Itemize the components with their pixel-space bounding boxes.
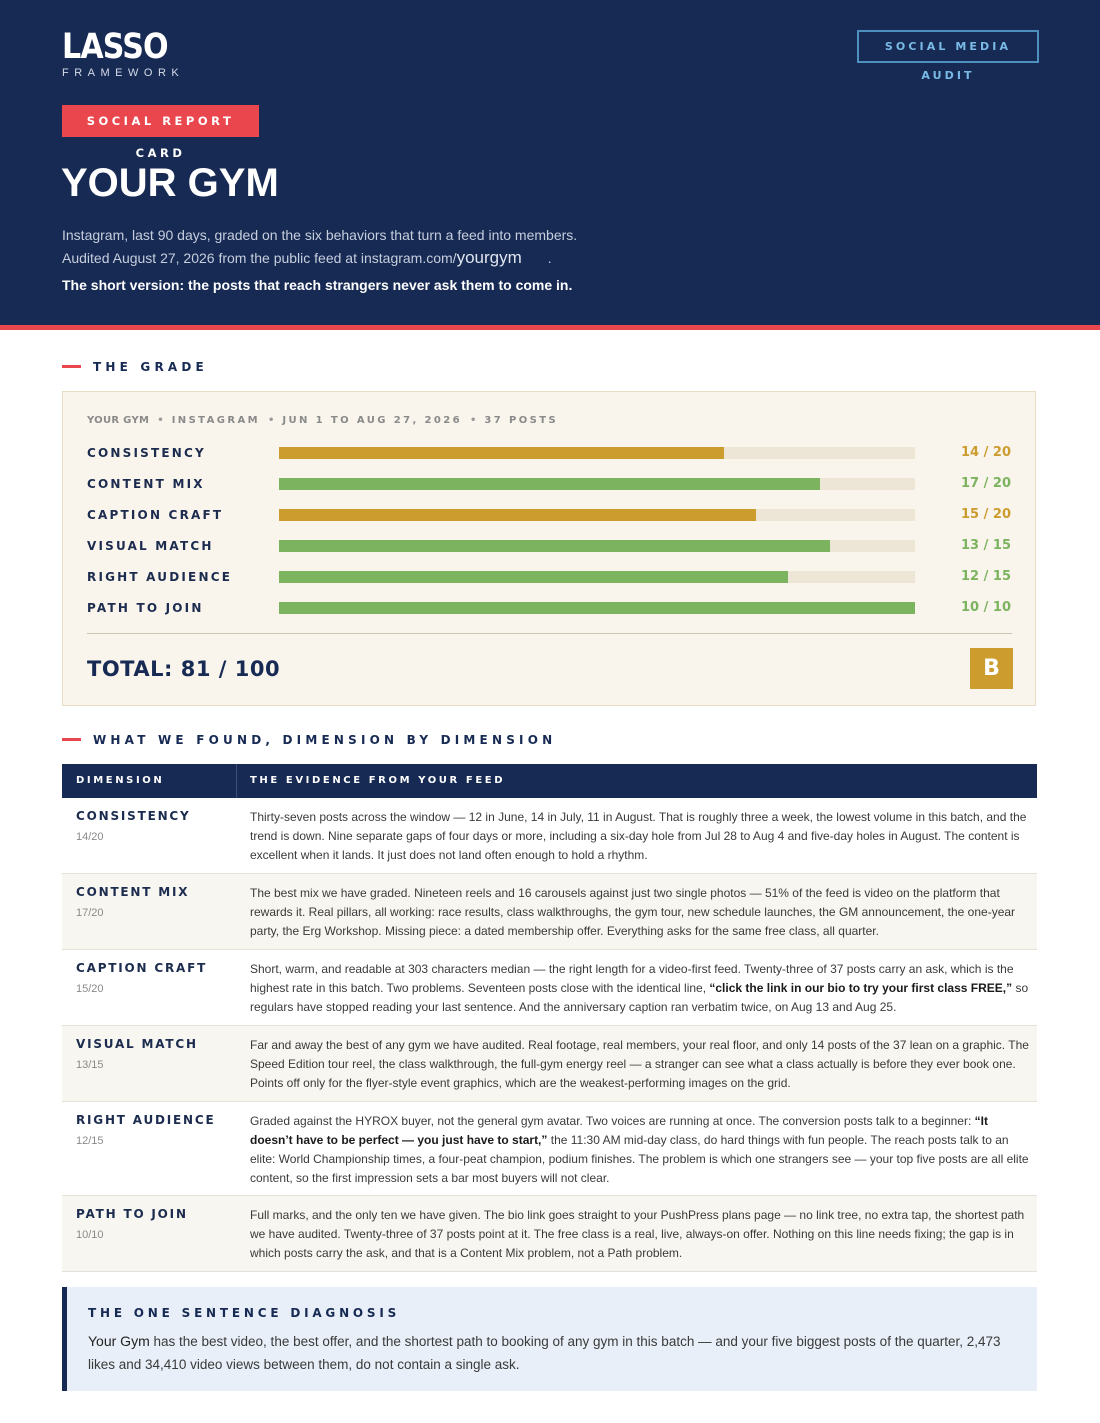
logo-wordmark: LASSO: [62, 27, 168, 67]
intro-line-2: [62, 249, 552, 267]
intro-line-2-prefix: Audited August 27, 2026 from the public feed at instagram.com/: [62, 250, 457, 266]
dimension-name: CAPTION CRAFT: [76, 961, 208, 975]
evidence-fragment: Full marks, and the only ten we have given. The bio link goes straight to your PushPress plans page — no link tree, no extra tap, the shortest path we have audited. Twenty-three of 37 posts point at it. The free class is a real, live, always-on offer. Nothing on this line needs fixing; the gap is in which posts carry the ask, and that is a Content Mix problem, not a Path problem.: [250, 1208, 1025, 1260]
table-row: [62, 1102, 1037, 1196]
grade-label: CONTENT MIX: [87, 477, 205, 491]
instagram-handle: yourgym: [456, 248, 522, 267]
grade-bar-fill: [279, 602, 915, 614]
logo-subtitle: FRAMEWORK: [62, 67, 185, 79]
grade-bar-track: [279, 571, 915, 583]
grade-divider: [87, 633, 1012, 634]
table-row: [62, 798, 1037, 874]
dimension-score: 14/20: [76, 831, 104, 843]
meta-range: JUN 1 TO AUG 27, 2026: [282, 415, 462, 426]
grade-score: 17 / 20: [961, 476, 1011, 491]
dimension-score: 12/15: [76, 1135, 104, 1147]
evidence-quote: “It doesn’t have to be perfect — you just have to start,”: [250, 1114, 988, 1147]
table-body: [62, 798, 1037, 1272]
dimension-name: CONTENT MIX: [76, 885, 190, 899]
dimension-name: VISUAL MATCH: [76, 1037, 198, 1051]
grade-bar-fill: [279, 540, 830, 552]
column-header-evidence: THE EVIDENCE FROM YOUR FEED: [250, 775, 506, 786]
column-header-dimension: DIMENSION: [76, 775, 165, 786]
intro-line-1: Instagram, last 90 days, graded on the six behaviors that turn a feed into members.: [62, 227, 578, 243]
grade-label: RIGHT AUDIENCE: [87, 570, 233, 584]
diagnosis-text: [88, 1330, 1008, 1376]
table-row: [62, 1196, 1037, 1272]
meta-gym: YOUR GYM: [87, 415, 150, 426]
letter-grade-badge: B: [970, 648, 1013, 689]
evidence-text: [250, 1112, 1030, 1188]
grade-label: PATH TO JOIN: [87, 601, 204, 615]
evidence-fragment: Short, warm, and readable at 303 characters median — the right length for a video-first feed. Twenty-three of 37 posts carry an ask, which is the highest rate in this batch. Two problems. Seventeen posts close with the identical line,: [250, 962, 1014, 995]
meta-separator: •: [469, 415, 477, 426]
evidence-fragment: Graded against the HYROX buyer, not the general gym avatar. Two voices are running at once. The conversion posts talk to a beginner:: [250, 1114, 975, 1128]
grade-bar-track: [279, 509, 915, 521]
grade-bar-track: [279, 540, 915, 552]
evidence-fragment: so regulars have stopped reading your last sentence. And the anniversary caption ran verbatim twice, on Aug 13 and Aug 25.: [250, 981, 1029, 1014]
grade-label: CONSISTENCY: [87, 446, 206, 460]
column-divider: [236, 764, 237, 798]
grade-label: CAPTION CRAFT: [87, 508, 224, 522]
evidence-fragment: Thirty-seven posts across the window — 12 in June, 14 in July, 11 in August. That is roughly three a week, the lowest volume in this batch, and the trend is down. Nine separate gaps of four days or more, including a six-day hole from Jul 28 to Aug 4 and five-day holes in August. The content is excellent when it lands. It just does not land often enough to hold a rhythm.: [250, 810, 1027, 862]
grade-score: 10 / 10: [961, 600, 1011, 615]
total-score: TOTAL: 81 / 100: [87, 657, 281, 681]
diagnosis-callout: [62, 1287, 1037, 1391]
meta-separator: •: [157, 415, 164, 426]
section-dash: [62, 365, 81, 368]
grade-bar-fill: [279, 447, 724, 459]
grade-bar-fill: [279, 509, 756, 521]
diagnosis-gym-name: Your Gym: [88, 1333, 150, 1349]
table-row: [62, 874, 1037, 950]
intro-line-2-suffix: .: [547, 250, 552, 266]
grade-score: 13 / 15: [961, 538, 1011, 553]
grade-score: 12 / 15: [961, 569, 1011, 584]
evidence-text: [250, 808, 1030, 865]
evidence-fragment: Far and away the best of any gym we have audited. Real footage, real members, your real floor, and only 14 posts of the 37 lean on a graphic. The Speed Edition tour reel, the class walkthrough, the full-gym energy reel — a stranger can see what a class actually is before they ever book one. Points off only for the flyer-style event graphics, which are the weakest-performing images on the grid.: [250, 1038, 1029, 1090]
dimension-score: 13/15: [76, 1059, 104, 1071]
summary-line: The short version: the posts that reach strangers never ask them to come in.: [62, 277, 573, 293]
page-title: YOUR GYM: [61, 161, 279, 205]
evidence-text: [250, 1036, 1030, 1093]
dimension-name: RIGHT AUDIENCE: [76, 1113, 216, 1127]
section-title: WHAT WE FOUND, DIMENSION BY DIMENSION: [93, 733, 557, 747]
dimension-score: 15/20: [76, 983, 104, 995]
evidence-quote: “click the link in our bio to try your first class FREE,”: [709, 981, 1013, 995]
evidence-fragment: the 11:30 AM mid-day class, do hard things with fun people. The reach posts talk to an elite: World Championship times, a four-peat champion, podium finishes. The problem is which one strangers see — your top five posts are all elite content, so the first impression sets a bar most buyers will not clear.: [250, 1133, 1029, 1185]
evidence-fragment: The best mix we have graded. Nineteen reels and 16 carousels against just two single photos — 51% of the feed is video on the platform that rewards it. Real pillars, all working: race results, class walkthroughs, the gym tour, new schedule launches, the GM announcement, the one-year party, the Erg Workshop. Missing piece: a dated membership offer. Everything asks for the same free class, all quarter.: [250, 886, 1016, 938]
header-accent-stripe: [0, 325, 1100, 330]
evidence-text: [250, 1206, 1030, 1263]
evidence-text: [250, 884, 1030, 941]
grade-bar-track: [279, 602, 915, 614]
meta-separator: •: [267, 415, 275, 426]
grade-meta: [87, 414, 558, 428]
section-title: THE GRADE: [93, 360, 208, 374]
evidence-text: [250, 960, 1030, 1017]
dimension-name: CONSISTENCY: [76, 809, 191, 823]
grade-score: 14 / 20: [961, 445, 1011, 460]
diagnosis-sentence: has the best video, the best offer, and the shortest path to booking of any gym in this batch — and your five biggest posts of the quarter, 2,473 likes and 34,410 video views between them, do not contain a single ask.: [88, 1334, 1001, 1372]
dimension-name: PATH TO JOIN: [76, 1207, 188, 1221]
table-row: [62, 950, 1037, 1026]
evidence-table: [62, 764, 1037, 1272]
diagnosis-title: THE ONE SENTENCE DIAGNOSIS: [88, 1306, 401, 1320]
dimension-score: 17/20: [76, 907, 104, 919]
audit-badge: SOCIAL MEDIA AUDIT: [857, 30, 1039, 63]
meta-posts: 37 POSTS: [484, 415, 559, 426]
grade-bar-track: [279, 447, 915, 459]
meta-platform: INSTAGRAM: [171, 415, 260, 426]
report-card-pill: SOCIAL REPORT CARD: [62, 105, 259, 137]
report-header: [0, 0, 1100, 325]
table-header: [62, 764, 1037, 798]
grade-panel: [62, 391, 1036, 706]
table-row: [62, 1026, 1037, 1102]
section-dash: [62, 738, 81, 741]
grade-bar-track: [279, 478, 915, 490]
callout-accent-bar: [62, 1287, 67, 1391]
grade-bar-fill: [279, 571, 788, 583]
grade-label: VISUAL MATCH: [87, 539, 214, 553]
grade-bar-fill: [279, 478, 820, 490]
grade-score: 15 / 20: [961, 507, 1011, 522]
dimension-score: 10/10: [76, 1229, 104, 1241]
